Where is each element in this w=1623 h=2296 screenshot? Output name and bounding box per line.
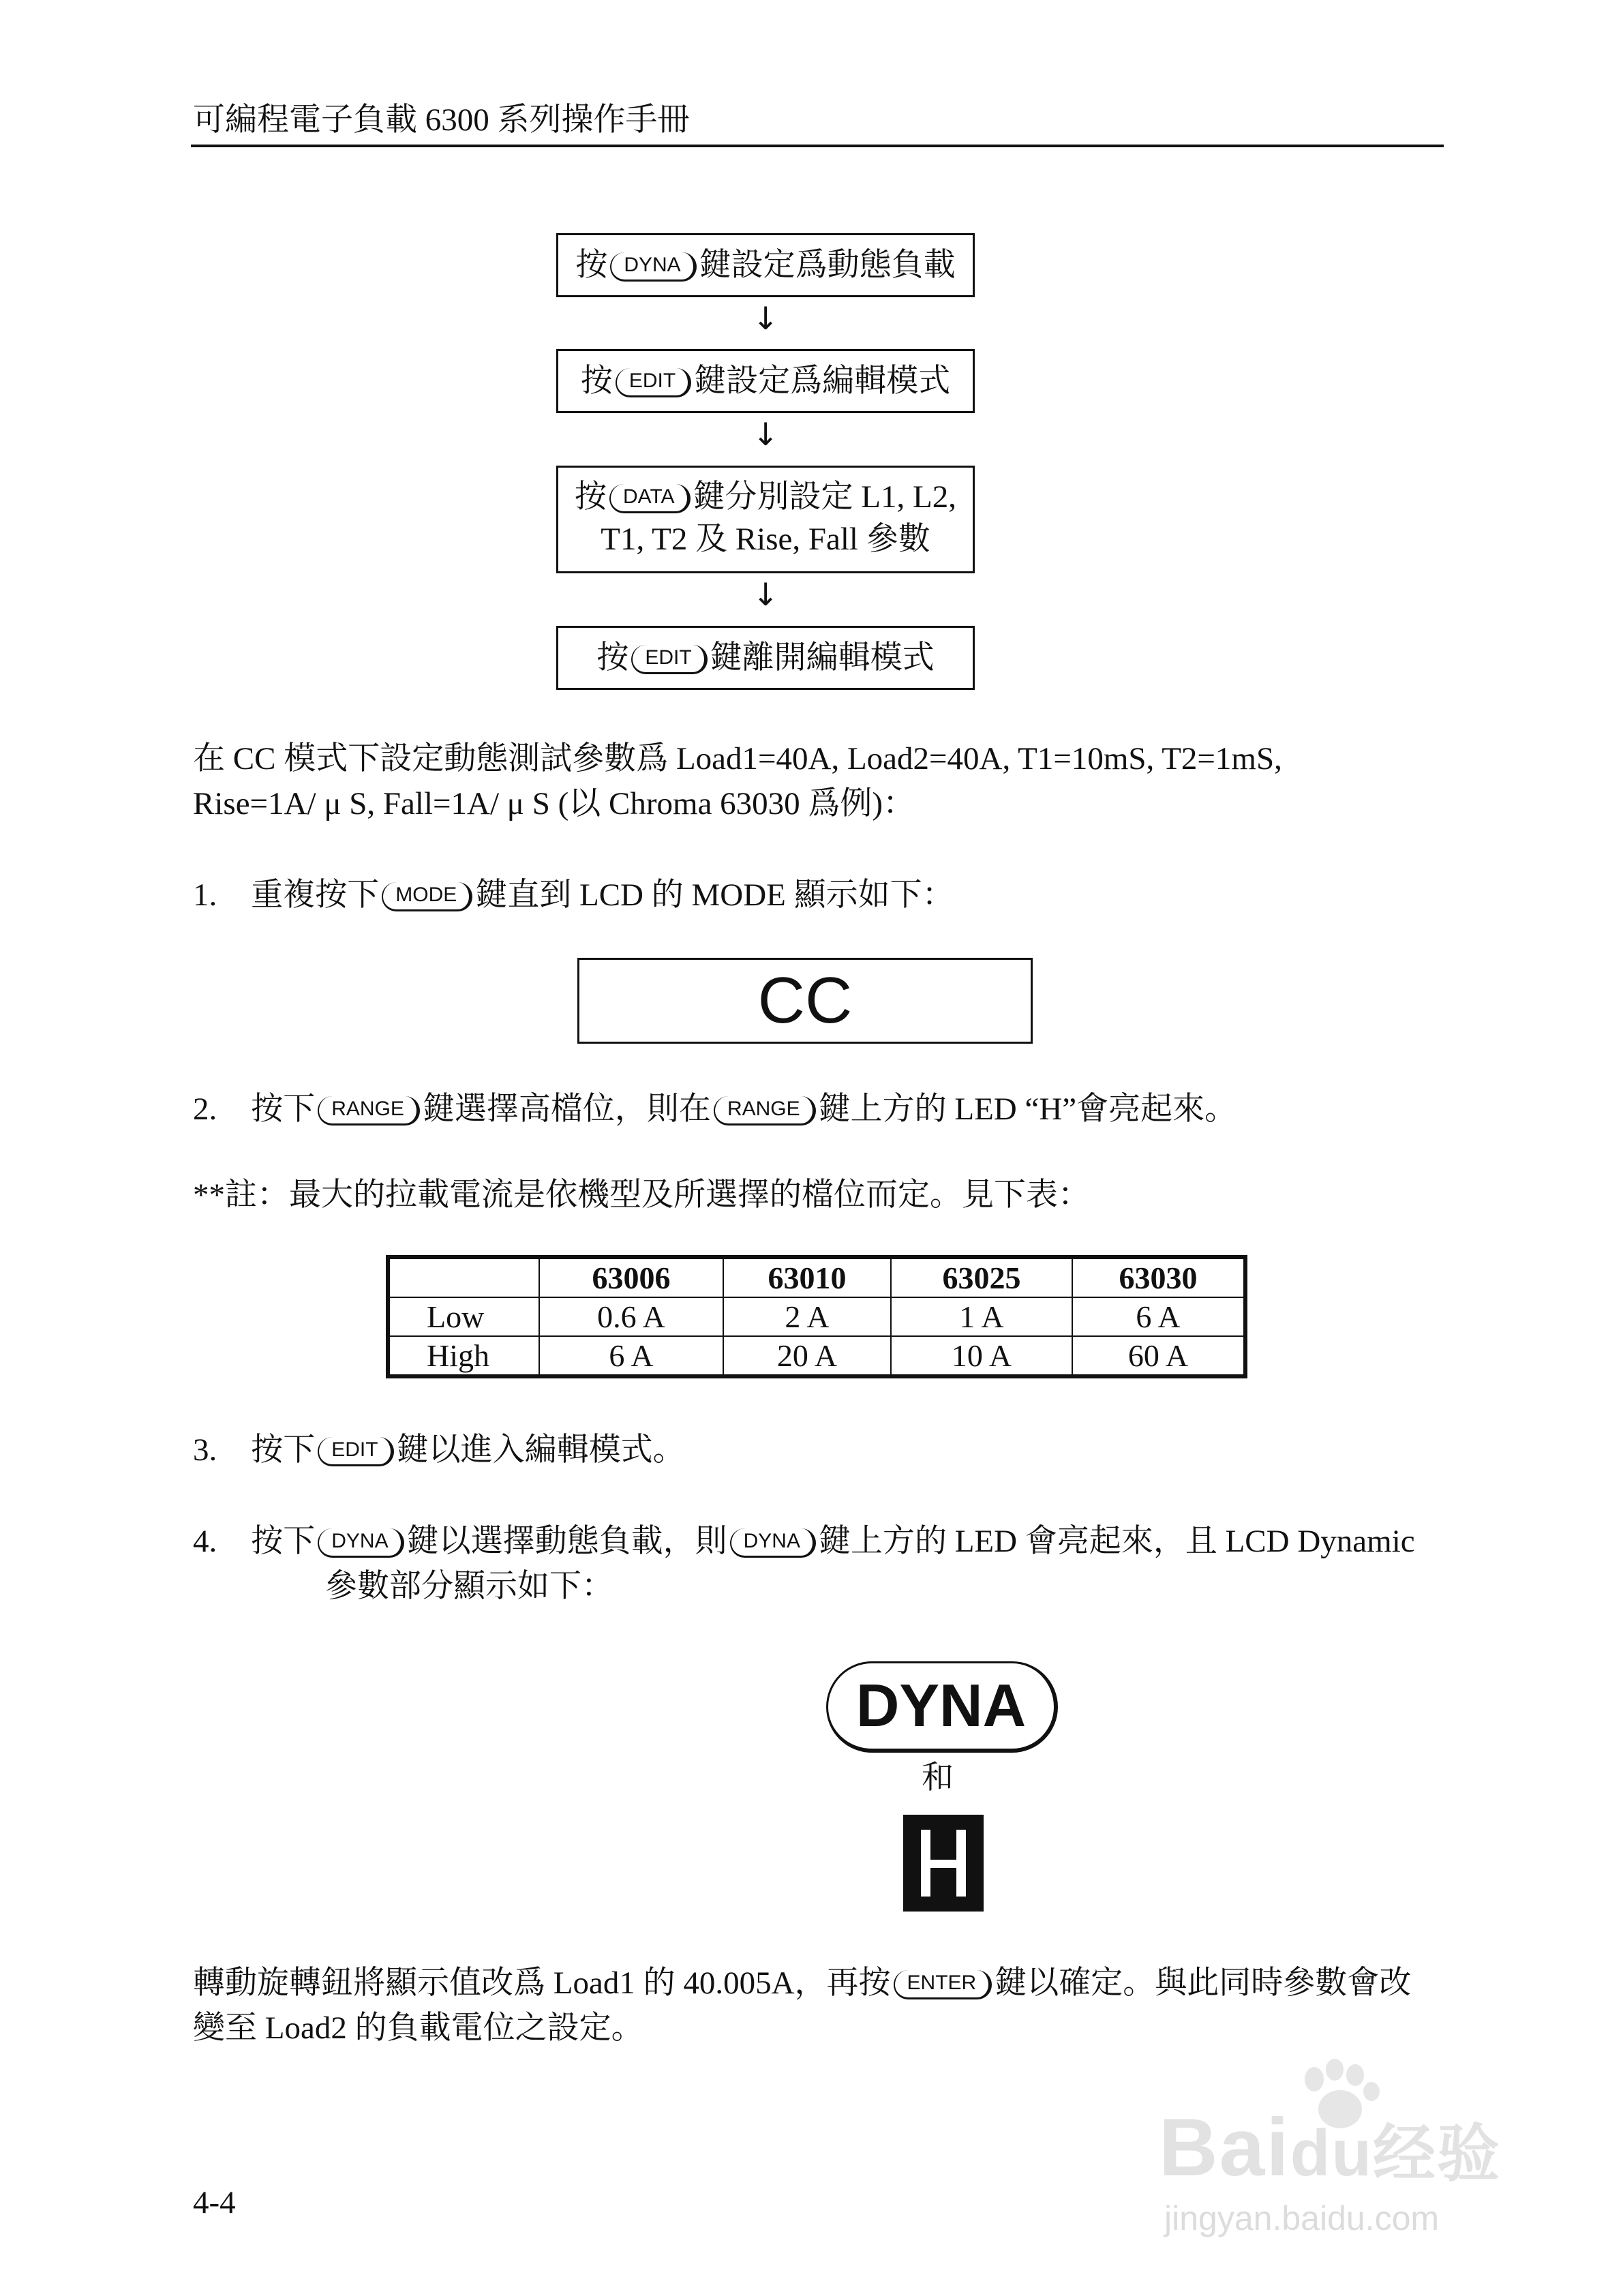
step-2-prefix: 按下 <box>251 1091 316 1127</box>
table-header-cell: 63030 <box>1072 1257 1245 1297</box>
watermark-url: jingyan.baidu.com <box>1164 2199 1440 2237</box>
running-header-title: 可編程電子負載 6300 系列操作手冊 <box>193 102 690 138</box>
watermark-brand-3: 经验 <box>1373 2117 1502 2190</box>
dyna-key-icon: DYNA <box>730 1528 816 1558</box>
watermark-brand: Bai <box>1159 2102 1290 2193</box>
edit-key-icon: EDIT <box>616 368 691 397</box>
step-1-number: 1. <box>193 877 217 913</box>
step-2-text: 鍵上方的 LED “H”會亮起來。 <box>818 1091 1237 1127</box>
table-header-cell: 63010 <box>723 1257 891 1297</box>
flow-step-4-prefix: 按 <box>596 640 629 676</box>
step-4-line-2: 參數部分顯示如下： <box>325 1569 613 1604</box>
lcd-mode-display <box>577 958 1033 1044</box>
flow-step-2-prefix: 按 <box>580 363 613 399</box>
step-1 <box>193 873 954 918</box>
closing-line-1-text: 鍵以確定。與此同時參數會改 <box>995 1965 1412 2001</box>
table-row-label: Low <box>388 1297 539 1336</box>
flow-step-4 <box>556 626 975 690</box>
flow-arrow-2: ↓ <box>752 416 779 453</box>
flow-step-3-line2: T1, T2 及 Rise, Fall 參數 <box>601 522 930 557</box>
table-header-cell: 63006 <box>539 1257 723 1297</box>
lcd-mode-text: CC <box>757 964 853 1037</box>
range-key-icon: RANGE <box>714 1096 816 1126</box>
table-row <box>388 1336 1245 1376</box>
table-cell: 20 A <box>723 1336 891 1376</box>
intro-line-1: 在 CC 模式下設定動態測試參數爲 Load1=40A, Load2=40A, T1=10mS, T2=1mS, <box>193 741 1282 776</box>
max-current-table <box>386 1255 1247 1378</box>
flow-step-3 <box>556 466 975 573</box>
table-cell: 6 A <box>539 1336 723 1376</box>
table-cell: 2 A <box>723 1297 891 1336</box>
step-4-text: 鍵上方的 LED 會亮起來，且 LCD Dynamic <box>818 1524 1415 1559</box>
closing-line-1-prefix: 轉動旋轉鈕將顯示值改爲 Load1 的 40.005A，再按 <box>193 1965 891 2001</box>
table-cell: 6 A <box>1072 1297 1245 1336</box>
step-3 <box>193 1428 685 1472</box>
table-cell: 10 A <box>891 1336 1072 1376</box>
step-4-middle: 鍵以選擇動態負載，則 <box>406 1524 727 1559</box>
table-header-cell <box>388 1257 539 1297</box>
flow-step-1-text: 鍵設定爲動態負載 <box>699 247 956 283</box>
flow-step-2 <box>556 349 975 413</box>
flow-arrow-3: ↓ <box>752 576 779 613</box>
step-4-prefix: 按下 <box>251 1524 316 1559</box>
step-3-number: 3. <box>193 1432 217 1468</box>
flow-step-2-text: 鍵設定爲編輯模式 <box>694 363 951 399</box>
range-note: **註：最大的拉載電流是依機型及所選擇的檔位而定。見下表： <box>193 1177 1090 1213</box>
table-row <box>388 1297 1245 1336</box>
flow-step-3-prefix: 按 <box>575 479 607 515</box>
flow-arrow-1: ↓ <box>752 300 779 337</box>
step-3-text: 鍵以進入編輯模式。 <box>396 1432 685 1468</box>
step-2-number: 2. <box>193 1091 217 1127</box>
closing-line-2: 變至 Load2 的負載電位之設定。 <box>193 2010 643 2046</box>
watermark-brand-2: du <box>1290 2117 1374 2190</box>
flow-step-1-prefix: 按 <box>575 247 608 283</box>
range-key-icon: RANGE <box>318 1096 420 1126</box>
dyna-key-icon: DYNA <box>610 252 696 282</box>
flow-step-3-text: 鍵分別設定 L1, L2, <box>693 479 956 515</box>
step-4-number: 4. <box>193 1524 217 1559</box>
table-header-cell: 63025 <box>891 1257 1072 1297</box>
baidu-jingyan-logo <box>1159 2102 1502 2195</box>
header-rule <box>191 145 1444 147</box>
table-cell: 60 A <box>1072 1336 1245 1376</box>
enter-key-icon: ENTER <box>894 1970 992 1999</box>
table-header-row <box>388 1257 1245 1297</box>
step-4 <box>193 1519 1415 1564</box>
closing-line-1 <box>193 1961 1411 2006</box>
edit-key-icon: EDIT <box>631 645 707 674</box>
data-key-icon: DATA <box>609 484 691 513</box>
table-row-label: High <box>388 1336 539 1376</box>
step-2 <box>193 1087 1237 1132</box>
page-number: 4-4 <box>193 2185 236 2220</box>
dyna-key-graphic: DYNA <box>826 1661 1058 1753</box>
step-1-text: 鍵直到 LCD 的 MODE 顯示如下： <box>475 877 954 913</box>
mode-key-icon: MODE <box>382 882 472 911</box>
edit-key-icon: EDIT <box>318 1437 393 1466</box>
and-text: 和 <box>922 1760 954 1796</box>
flow-step-1 <box>556 233 975 297</box>
table-cell: 1 A <box>891 1297 1072 1336</box>
table-cell: 0.6 A <box>539 1297 723 1336</box>
h-led-icon <box>903 1815 984 1912</box>
step-2-middle: 鍵選擇高檔位，則在 <box>422 1091 711 1127</box>
flow-step-4-text: 鍵離開編輯模式 <box>710 640 935 676</box>
step-1-prefix: 重複按下 <box>251 877 380 913</box>
intro-line-2: Rise=1A/ μ S, Fall=1A/ μ S (以 Chroma 63030 爲例)： <box>193 786 915 821</box>
step-3-prefix: 按下 <box>251 1432 316 1468</box>
dyna-key-icon: DYNA <box>318 1528 404 1558</box>
